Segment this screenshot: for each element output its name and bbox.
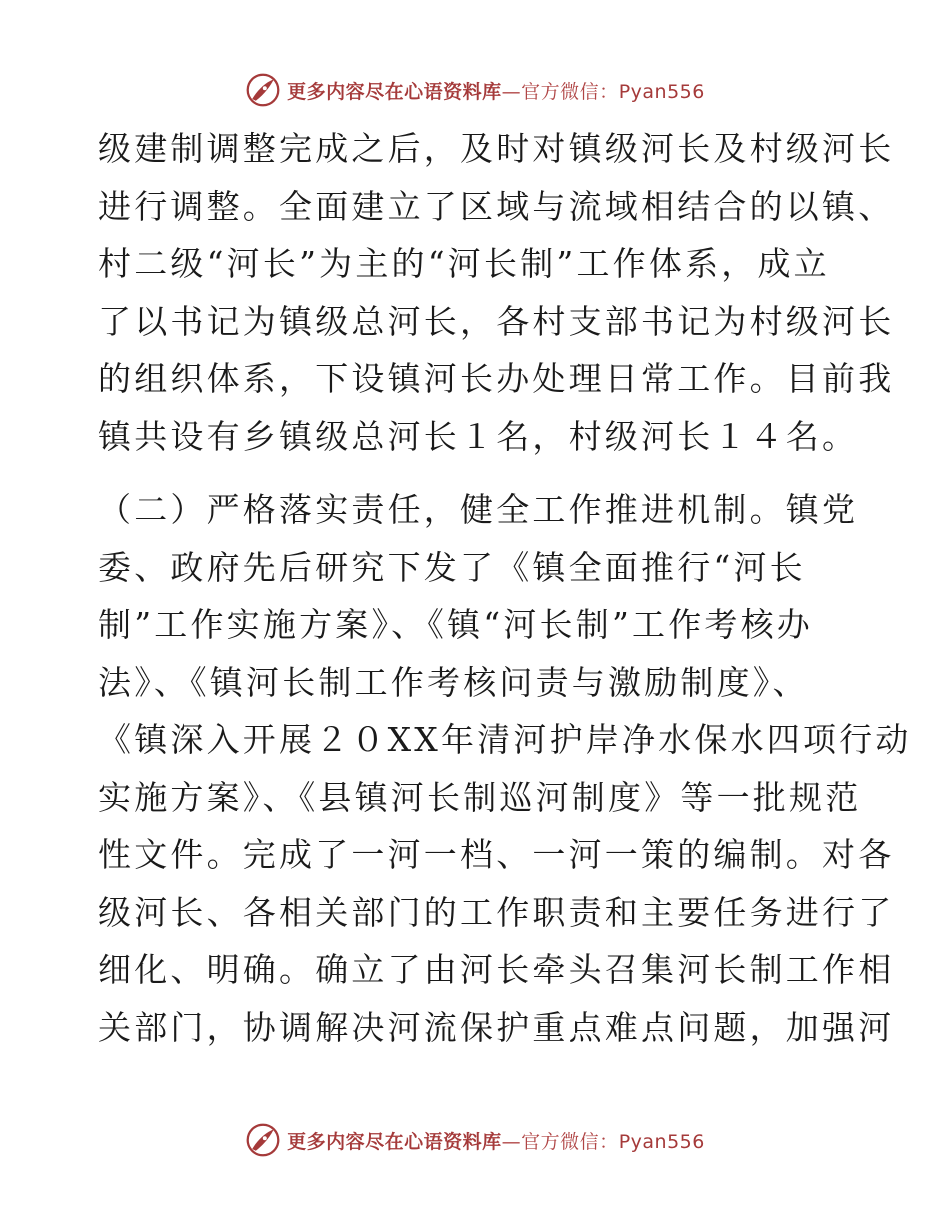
text-line: 制”工作实施方案》、《镇“河长制”工作考核办 [98, 605, 814, 644]
watermark-id-text: Pyan556 [618, 80, 705, 103]
watermark-main-text: 更多内容尽在心语资料库 [287, 1130, 502, 1153]
text-line: 关部门，协调解决河流保护重点难点问题，加强河 [98, 1007, 895, 1047]
pen-nib-logo-icon [245, 1122, 281, 1158]
text-line: 委、政府先后研究下发了《镇全面推行“河长 [98, 547, 806, 587]
text-line: 级建制调整完成之后，及时对镇级河长及村级河长 [98, 129, 895, 168]
text-line: 的组织体系，下设镇河长办处理日常工作。目前我 [98, 359, 895, 398]
text-line: 性文件。完成了一河一档、一河一策的编制。对各 [98, 835, 895, 874]
text-line: 细化、明确。确立了由河长牵头召集河长制工作相 [98, 950, 895, 989]
text-line: 《镇深入开展２０XX年清河护岸净水保水四项行动 [98, 720, 912, 759]
watermark-separator-text: —官方微信： [501, 1130, 619, 1153]
text-line: （二）严格落实责任，健全工作推进机制。镇党 [98, 490, 859, 529]
watermark-text [287, 77, 705, 104]
watermark-text [287, 1127, 705, 1154]
paragraph-gap [98, 465, 858, 481]
pen-nib-logo-icon [245, 72, 281, 108]
paragraph-2 [98, 481, 912, 1056]
header-watermark [0, 72, 950, 108]
watermark-main-text: 更多内容尽在心语资料库 [287, 80, 502, 103]
text-line: 法》、《镇河长制工作考核问责与激励制度》、 [98, 662, 809, 702]
text-line: 了以书记为镇级总河长，各村支部书记为村级河长 [98, 301, 895, 341]
text-line: 镇共设有乡镇级总河长１名，村级河长１４名。 [98, 416, 859, 456]
watermark-separator-text: —官方微信： [501, 80, 619, 103]
footer-watermark [0, 1122, 950, 1158]
watermark-id-text: Pyan556 [618, 1130, 705, 1153]
document-body [98, 120, 912, 1056]
text-line: 级河长、各相关部门的工作职责和主要任务进行了 [98, 892, 895, 932]
text-line: 村二级“河长”为主的“河长制”工作体系，成立 [98, 244, 830, 283]
text-line: 进行调整。全面建立了区域与流域相结合的以镇、 [98, 186, 895, 226]
paragraph-1 [98, 120, 895, 465]
text-line: 实施方案》、《县镇河长制巡河制度》等一批规范 [98, 777, 862, 817]
